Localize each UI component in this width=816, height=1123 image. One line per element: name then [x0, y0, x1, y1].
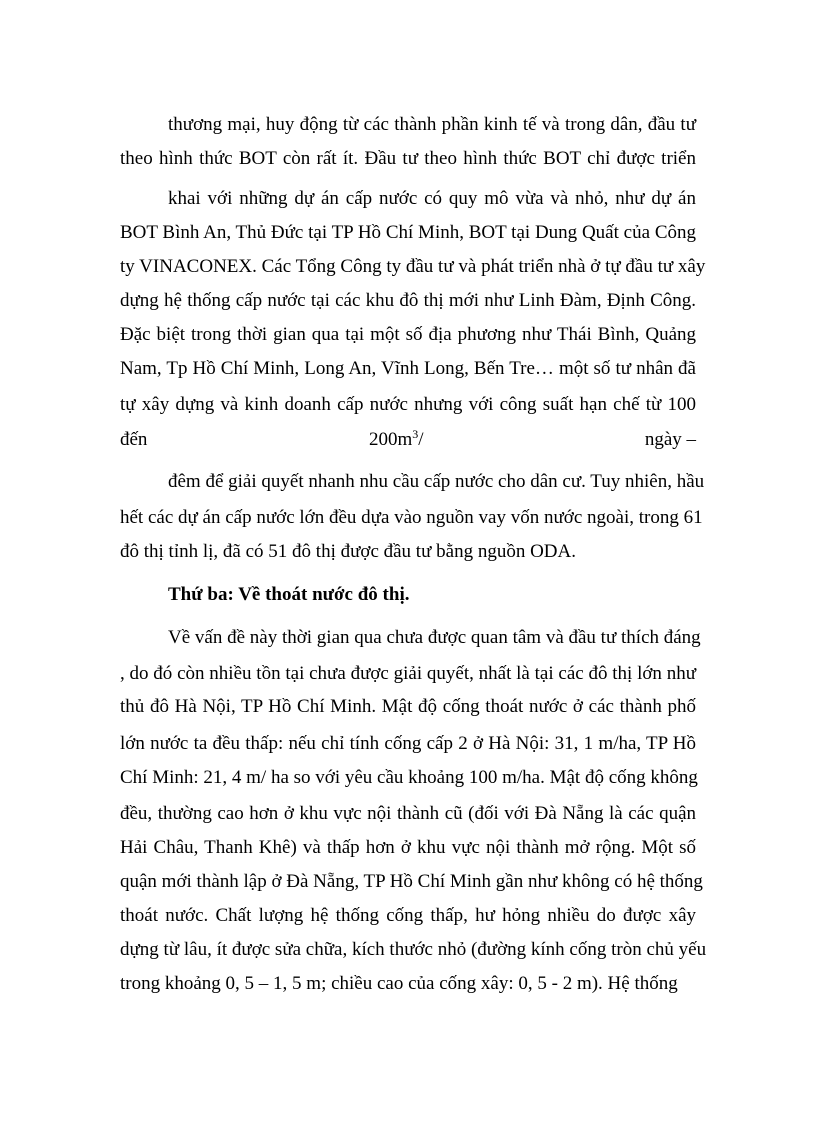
- paragraph-line: thủ đô Hà Nội, TP Hồ Chí Minh. Mật độ cống thoát nước ở các thành phố: [120, 696, 696, 717]
- paragraph-line: theo hình thức BOT còn rất ít. Đầu tư theo hình thức BOT chỉ được triển: [120, 148, 696, 169]
- paragraph-line: đêm để giải quyết nhanh nhu cầu cấp nước cho dân cư. Tuy nhiên, hầu: [168, 471, 705, 492]
- split-line-part1: đến: [120, 429, 148, 450]
- split-line-slash: /: [418, 429, 424, 450]
- paragraph-line: lớn nước ta đều thấp: nếu chỉ tính cống cấp 2 ở Hà Nội: 31, 1 m/ha, TP Hồ: [120, 733, 696, 754]
- paragraph-line: Chí Minh: 21, 4 m/ ha so với yêu cầu khoảng 100 m/ha. Mật độ cống không: [120, 767, 698, 788]
- paragraph-line: , do đó còn nhiều tồn tại chưa được giải quyết, nhất là tại các đô thị lớn như: [120, 663, 696, 684]
- paragraph-line: khai với những dự án cấp nước có quy mô vừa và nhỏ, như dự án: [168, 188, 696, 209]
- paragraph-line: hết các dự án cấp nước lớn đều dựa vào nguồn vay vốn nước ngoài, trong 61: [120, 507, 703, 528]
- split-line: [120, 425, 696, 455]
- paragraph-line: Đặc biệt trong thời gian qua tại một số địa phương như Thái Bình, Quảng: [120, 324, 696, 345]
- split-line-part3: ngày –: [644, 429, 696, 450]
- paragraph-line: Hải Châu, Thanh Khê) và thấp hơn ở khu vực nội thành mở rộng. Một số: [120, 837, 696, 858]
- split-line-value: 200m: [369, 429, 413, 450]
- paragraph-line: thương mại, huy động từ các thành phần kinh tế và trong dân, đầu tư: [168, 114, 696, 135]
- paragraph-line: trong khoảng 0, 5 – 1, 5 m; chiều cao của cống xây: 0, 5 - 2 m). Hệ thống: [120, 973, 678, 994]
- paragraph-line: thoát nước. Chất lượng hệ thống cống thấp, hư hỏng nhiều do được xây: [120, 905, 696, 926]
- paragraph-line: đô thị tỉnh lị, đã có 51 đô thị được đầu tư bằng nguồn ODA.: [120, 541, 576, 562]
- split-line-part2: [369, 425, 424, 455]
- paragraph-line: Nam, Tp Hồ Chí Minh, Long An, Vĩnh Long, Bến Tre… một số tư nhân đã: [120, 358, 696, 379]
- paragraph-line: dựng hệ thống cấp nước tại các khu đô thị mới như Linh Đàm, Định Công.: [120, 290, 696, 311]
- paragraph-line: đều, thường cao hơn ở khu vực nội thành cũ (đối với Đà Nẵng là các quận: [120, 803, 696, 824]
- section-heading: Thứ ba: Về thoát nước đô thị.: [168, 584, 410, 605]
- paragraph-line: BOT Bình An, Thủ Đức tại TP Hồ Chí Minh, BOT tại Dung Quất của Công: [120, 222, 696, 243]
- paragraph-line: Về vấn đề này thời gian qua chưa được quan tâm và đầu tư thích đáng: [168, 627, 701, 648]
- superscript-exponent: 3: [412, 427, 419, 441]
- paragraph-line: ty VINACONEX. Các Tổng Công ty đầu tư và phát triển nhà ở tự đầu tư xây: [120, 256, 706, 277]
- paragraph-line: tự xây dựng và kinh doanh cấp nước nhưng với công suất hạn chế từ 100: [120, 394, 696, 415]
- paragraph-line: dựng từ lâu, ít được sửa chữa, kích thước nhỏ (đường kính cống tròn chủ yếu: [120, 939, 707, 960]
- paragraph-line: quận mới thành lập ở Đà Nẵng, TP Hồ Chí Minh gần như không có hệ thống: [120, 871, 703, 892]
